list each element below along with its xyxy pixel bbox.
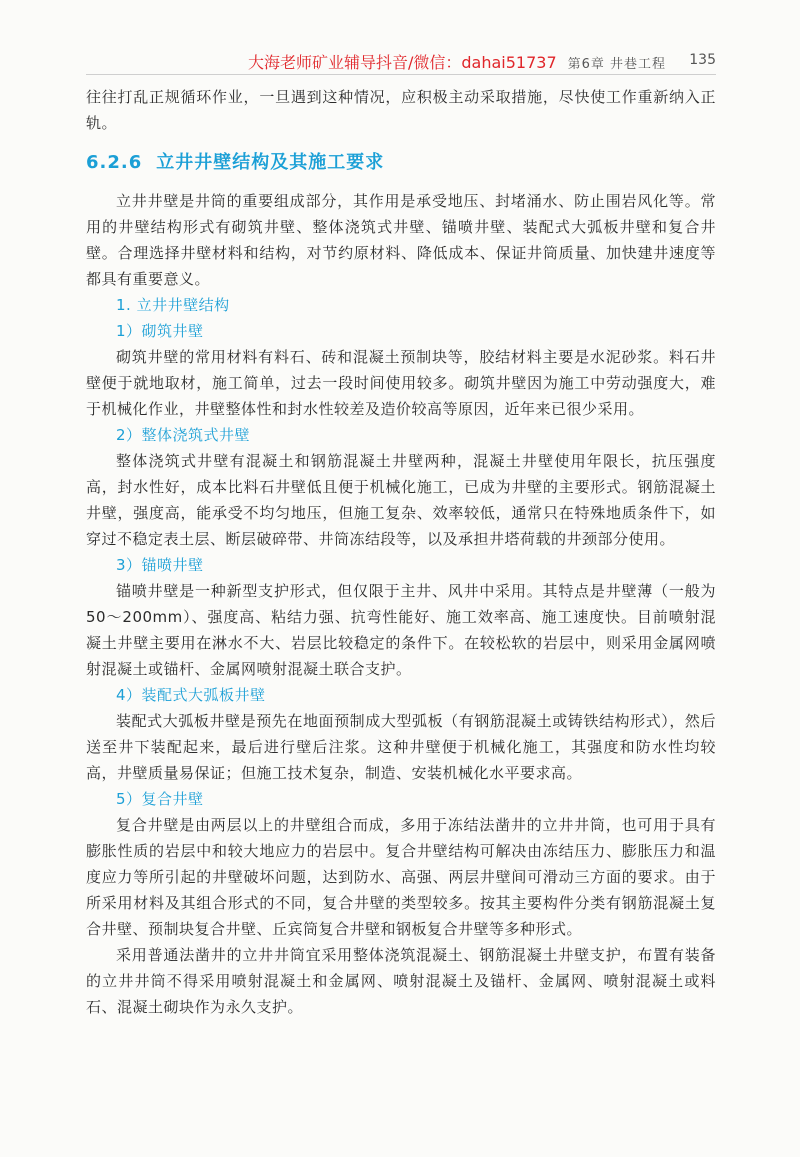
page-header [86,46,716,76]
item-heading-shotcrete: 3）锚喷井壁 [116,556,204,574]
item-heading-cast-in-place: 2）整体浇筑式井壁 [116,426,251,444]
item-heading-masonry: 1）砌筑井壁 [116,322,204,340]
section-paragraph: 立井井壁是井筒的重要组成部分，其作用是承受地压、封堵涌水、防止围岩风化等。常用的井壁结构形式有砌筑井壁、整体浇筑式井壁、锚喷井壁、装配式大弧板井壁和复合井壁。合理选择井壁材料和结构，对节约原材料、降低成本、保证井筒质量、加快建井速度等都具有重要意义。 [86,192,716,288]
closing-paragraph: 采用普通法凿井的立井井筒宜采用整体浇筑混凝土、钢筋混凝土井壁支护，布置有装备的立井井筒不得采用喷射混凝土和金属网、喷射混凝土及锚杆、金属网、喷射混凝土或料石、混凝土砌块作为永久支护。 [86,946,716,1016]
page-number: 135 [689,52,716,68]
header-divider [86,74,716,75]
intro-paragraph: 往往打乱正规循环作业，一旦遇到这种情况，应积极主动采取措施，尽快使工作重新纳入正轨。 [86,88,716,132]
item-text-composite: 复合井壁是由两层以上的井壁组合而成，多用于冻结法凿井的立井井筒，也可用于具有膨胀性质的岩层中和较大地应力的岩层中。复合井壁结构可解决由冻结压力、膨胀压力和温度应力等所引起的井壁破坏问题，达到防水、高强、两层井壁间可滑动三方面的要求。由于所采用材料及其组合形式的不同，复合井壁的类型较多。按其主要构件分类有钢筋混凝土复合井壁、预制块复合井壁、丘宾筒复合井壁和钢板复合井壁等多种形式。 [86,816,716,938]
item-text-shotcrete: 锚喷井壁是一种新型支护形式，但仅限于主井、风井中采用。其特点是井壁薄（一般为50～200mm）、强度高、粘结力强、抗弯性能好、施工效率高、施工速度快。目前喷射混凝土井壁主要用在淋水不大、岩层比较稳定的条件下。在较松软的岩层中，则采用金属网喷射混凝土或锚杆、金属网喷射混凝土联合支护。 [86,582,716,678]
item-heading-assembled-arc-plate: 4）装配式大弧板井壁 [116,686,266,704]
item-text-masonry: 砌筑井壁的常用材料有料石、砖和混凝土预制块等，胶结材料主要是水泥砂浆。料石井壁便于就地取材，施工简单，过去一段时间使用较多。砌筑井壁因为施工中劳动强度大，难于机械化作业，井壁整体性和封水性较差及造价较高等原因，近年来已很少采用。 [86,348,716,418]
item-text-assembled-arc-plate: 装配式大弧板井壁是预先在地面预制成大型弧板（有钢筋混凝土或铸铁结构形式），然后送至井下装配起来，最后进行壁后注浆。这种井壁便于机械化施工，其强度和防水性均较高，井壁质量易保证；但施工技术复杂，制造、安装机械化水平要求高。 [86,712,716,782]
chapter-label: 第6章 井巷工程 [567,57,666,72]
section-title: 立井井壁结构及其施工要求 [156,152,385,173]
section-heading [86,148,716,178]
section-number: 6.2.6 [86,152,143,173]
item-heading-composite: 5）复合井壁 [116,790,204,808]
watermark-text: 大海老师矿业辅导抖音/微信：dahai51737 [248,53,557,72]
item-text-cast-in-place: 整体浇筑式井壁有混凝土和钢筋混凝土井壁两种，混凝土井壁使用年限长，抗压强度高，封水性好，成本比料石井壁低且便于机械化施工，已成为井壁的主要形式。钢筋混凝土井壁，强度高，能承受不均匀地压，但施工复杂、效率较低，通常只在特殊地质条件下，如穿过不稳定表土层、断层破碎带、井筒冻结段等，以及承担井塔荷载的井颈部分使用。 [86,452,716,548]
subsection-heading: 1. 立井井壁结构 [116,296,230,314]
page-body [86,84,716,1020]
